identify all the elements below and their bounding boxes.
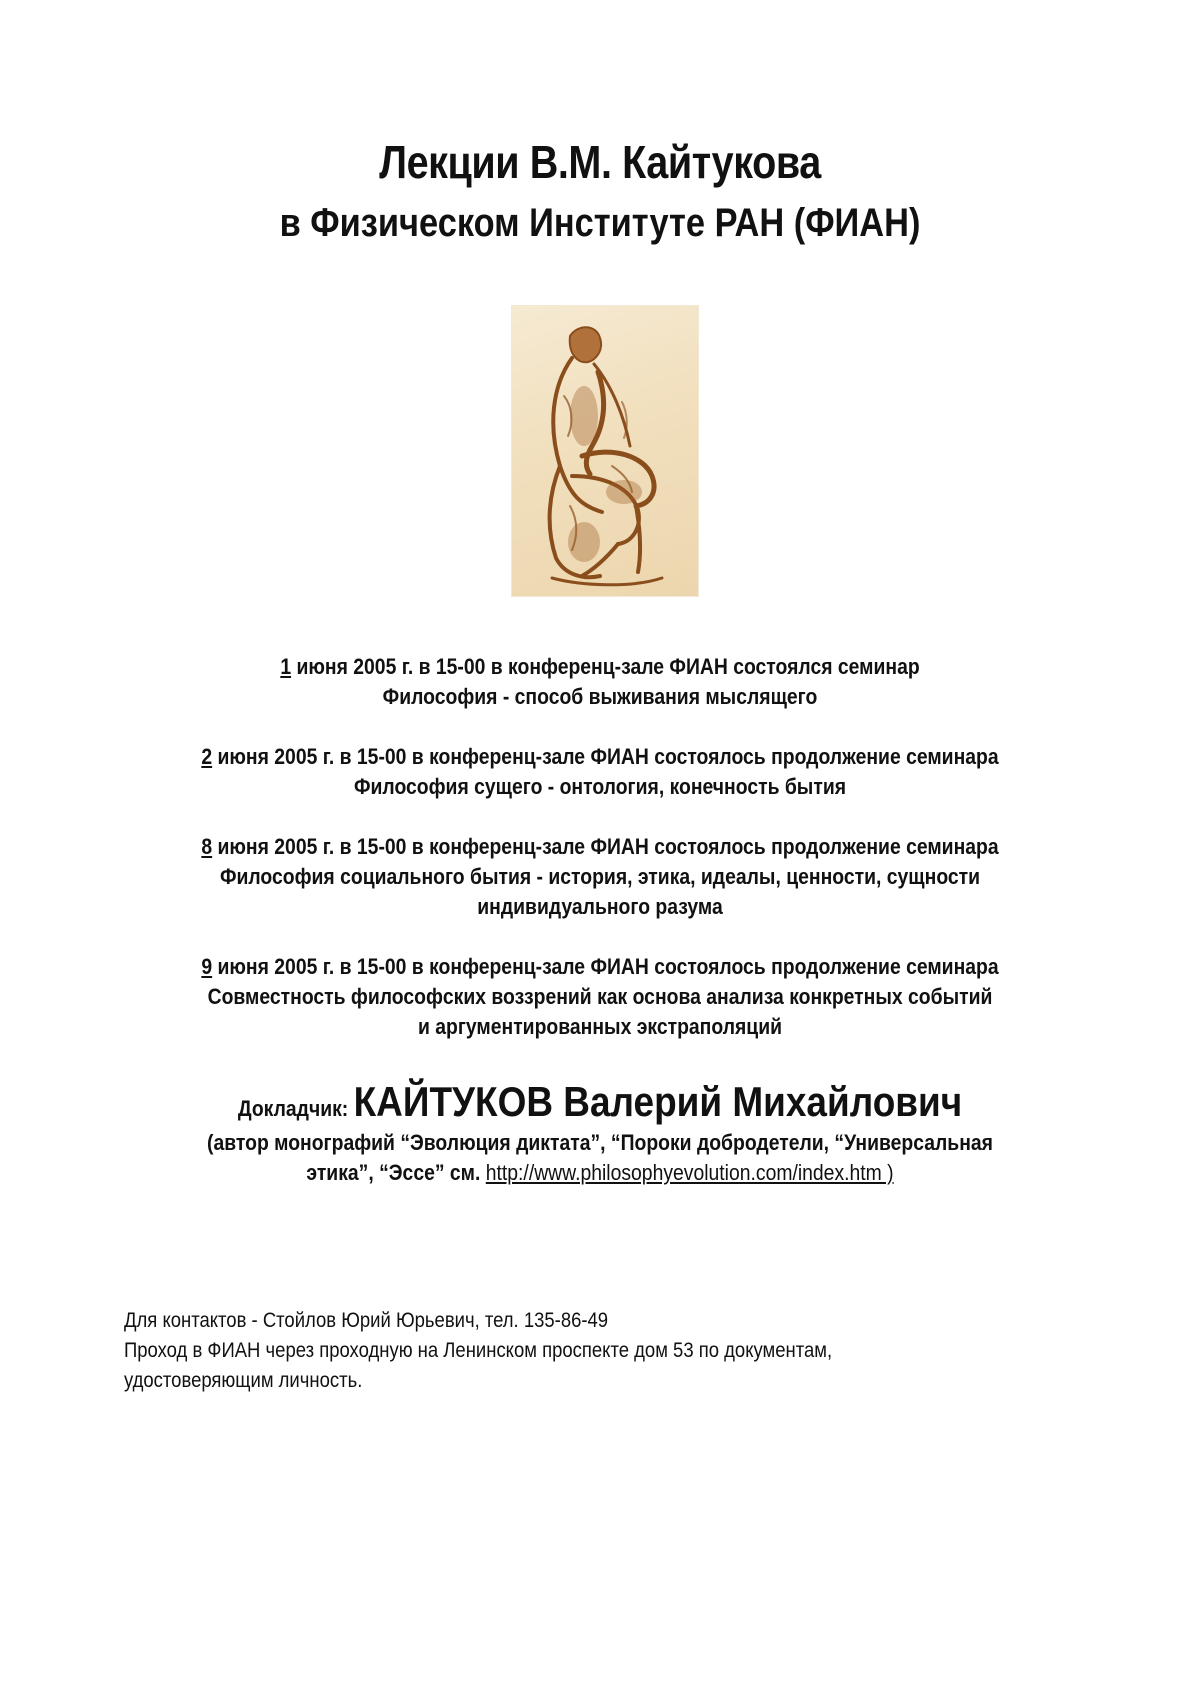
seminar-day: 1 [280, 654, 292, 679]
speaker-heading [72, 1078, 1128, 1126]
seminar-announcement-text: июня 2005 г. в 15-00 в конференц-зале ФИАН состоялось продолжение семинара [212, 744, 999, 769]
seminar-topic: Философия - способ выживания мыслящего [382, 684, 818, 709]
seminar-announcement-text: июня 2005 г. в 15-00 в конференц-зале ФИАН состоялся семинар [291, 654, 920, 679]
access-instructions: Проход в ФИАН через проходную на Ленинском проспекте дом 53 по документам, [124, 1339, 833, 1362]
seminar-day: 2 [201, 744, 213, 769]
seminar-topic: Философия сущего - онтология, конечность бытия [353, 774, 847, 799]
seminar-announcement-text: июня 2005 г. в 15-00 в конференц-зале ФИАН состоялось продолжение семинара [212, 834, 999, 859]
seminar-item [178, 742, 1023, 802]
speaker-note-line [178, 1158, 1023, 1188]
page-title: Лекции В.М. Кайтукова [379, 136, 821, 188]
page-subtitle: в Физическом Институте РАН (ФИАН) [279, 201, 921, 245]
speaker-note-line: (автор монографий “Эволюция диктата”, “Пороки добродетели, “Универсальная [207, 1130, 993, 1155]
seminar-topic: Философия социального бытия - история, этика, идеалы, ценности, сущности [219, 864, 981, 889]
thinker-figure-image [512, 306, 698, 596]
seminar-topic: Совместность философских воззрений как основа анализа конкретных событий [207, 984, 993, 1009]
speaker-bibliography [178, 1128, 1023, 1188]
seminar-topic: индивидуального разума [477, 894, 723, 919]
seminar-day: 9 [201, 954, 213, 979]
seminar-topic: и аргументированных экстраполяций [417, 1014, 783, 1039]
seminar-item [178, 832, 1023, 922]
seminar-announcement [178, 742, 1023, 772]
seminar-item [178, 652, 1023, 712]
speaker-note-prefix: этика”, “Эссе” см. [306, 1160, 486, 1185]
website-link[interactable]: http://www.philosophyevolution.com/index.htm ) [485, 1160, 894, 1185]
seminar-announcement [178, 832, 1023, 862]
contact-person: Для контактов - Стойлов Юрий Юрьевич, тел. 135-86-49 [124, 1309, 609, 1332]
seminar-announcement [178, 652, 1023, 682]
access-instructions-continued: удостоверяющим личность. [124, 1369, 363, 1392]
speaker-label: Докладчик: [237, 1096, 354, 1121]
speaker-name: КАЙТУКОВ Валерий Михайлович [353, 1078, 963, 1125]
seminar-announcement [178, 952, 1023, 982]
seminar-announcement-text: июня 2005 г. в 15-00 в конференц-зале ФИАН состоялось продолжение семинара [212, 954, 999, 979]
seminar-day: 8 [201, 834, 213, 859]
seminar-item [178, 952, 1023, 1042]
seminar-list [120, 652, 1080, 1072]
contact-info [124, 1306, 916, 1396]
